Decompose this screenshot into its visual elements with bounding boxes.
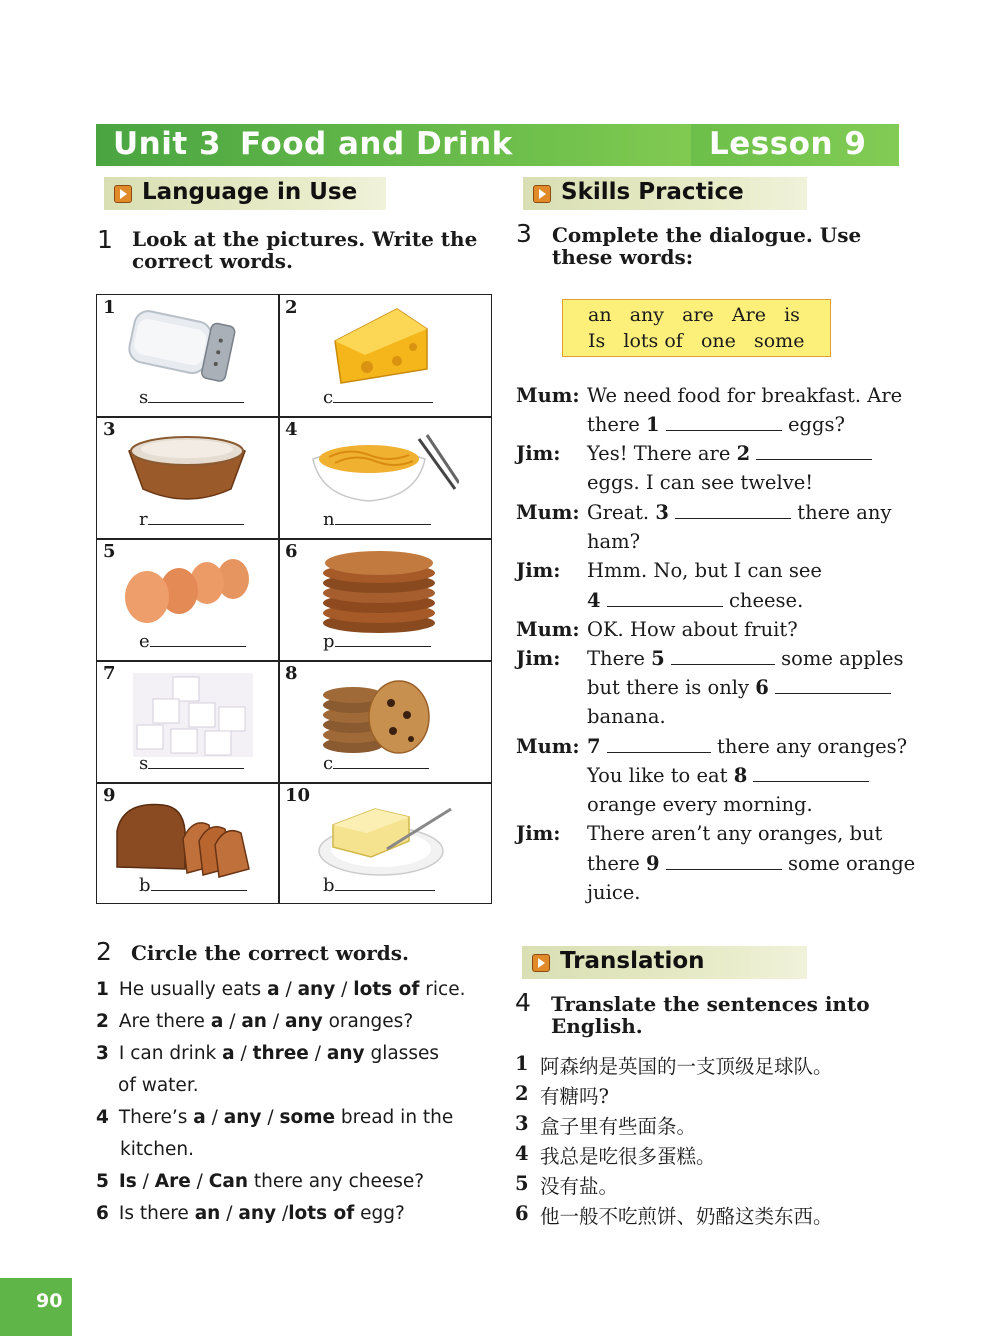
cell-number: 10 (285, 785, 311, 806)
answer-line[interactable] (139, 753, 244, 774)
section-label: Skills Practice (561, 179, 744, 205)
speaker: Mum: (516, 735, 580, 758)
blank-3[interactable] (675, 502, 791, 519)
item-number: 5 (515, 1172, 529, 1195)
play-icon (532, 954, 550, 972)
noodle-bowl-icon (309, 431, 459, 507)
dialogue-line: ham? (587, 530, 641, 553)
ex2-item-cont: kitchen. (120, 1139, 194, 1160)
answer-letter: s (139, 753, 149, 774)
speaker: Jim: (516, 647, 561, 670)
dialogue-line: We need food for breakfast. Are (587, 384, 903, 407)
translation-item: 阿森纳是英国的一支顶级足球队。 (540, 1055, 833, 1078)
answer-line[interactable] (323, 753, 429, 774)
page-number-tab (0, 1278, 72, 1336)
translation-item: 我总是吃很多蛋糕。 (540, 1145, 716, 1168)
grid-cell-7 (97, 661, 278, 782)
dialogue-line: banana. (587, 705, 666, 728)
grid-cell-10 (279, 783, 491, 903)
ex1-instruction (132, 228, 477, 272)
blank-2[interactable] (756, 443, 872, 460)
answer-letter: b (139, 875, 151, 896)
word-box (562, 299, 831, 357)
dialogue-line: there 1 eggs? (587, 413, 845, 436)
translation-item: 他一般不吃煎饼、奶酪这类东西。 (540, 1205, 833, 1228)
dialogue-line: There aren’t any oranges, but (587, 822, 883, 845)
dialogue-line: Hmm. No, but I can see (587, 559, 822, 582)
ex2-item[interactable]: 2 Are there a / an / any oranges? (96, 1011, 414, 1032)
dialogue-line: orange every morning. (587, 793, 813, 816)
speaker: Jim: (516, 559, 561, 582)
ex4-line2: English. (551, 1014, 643, 1038)
item-number: 3 (515, 1112, 529, 1135)
ex3-line1: Complete the dialogue. Use (552, 223, 862, 247)
item-number: 6 (515, 1202, 529, 1225)
answer-line[interactable] (139, 631, 246, 652)
ex2-list (96, 974, 486, 1230)
dialogue-line: juice. (587, 881, 641, 904)
grid-cell-6 (279, 539, 491, 660)
cell-number: 8 (285, 663, 298, 684)
cell-number: 9 (103, 785, 116, 806)
blank-9[interactable] (666, 853, 782, 870)
ex1-line1: Look at the pictures. Write the (132, 227, 478, 251)
answer-line[interactable] (323, 875, 435, 896)
dialogue-line: There 5 some apples (587, 647, 904, 670)
ex2-item[interactable]: 5 Is / Are / Can there any cheese? (96, 1171, 425, 1192)
dialogue-line: 7 there any oranges? (587, 735, 908, 758)
word-box-row2: Is lots of one some (588, 330, 805, 352)
answer-line[interactable] (323, 509, 431, 530)
grid-cell-4 (279, 417, 491, 538)
pancake-stack-icon (319, 549, 439, 635)
rice-bowl-icon (125, 429, 249, 509)
sugar-cubes-icon (133, 673, 253, 757)
blank-4[interactable] (607, 590, 723, 607)
ex2-item[interactable]: 1 He usually eats a / any / lots of rice. (96, 979, 466, 1000)
page-number: 90 (36, 1290, 63, 1312)
dialogue-line: 4 cheese. (587, 589, 804, 612)
answer-letter: n (323, 509, 335, 530)
ex2-item[interactable]: 6 Is there an / any /lots of egg? (96, 1203, 405, 1224)
answer-letter: b (323, 875, 335, 896)
dialogue-line: OK. How about fruit? (587, 618, 798, 641)
blank-7[interactable] (607, 736, 711, 753)
speaker: Mum: (516, 384, 580, 407)
dialogue-line: Great. 3 there any (587, 501, 892, 524)
cell-number: 1 (103, 297, 116, 318)
answer-line[interactable] (323, 631, 431, 652)
speaker: Jim: (516, 442, 561, 465)
ex2-instruction: Circle the correct words. (131, 941, 409, 965)
cell-number: 4 (285, 419, 298, 440)
cell-number: 2 (285, 297, 298, 318)
ex4-line1: Translate the sentences into (551, 992, 870, 1016)
answer-letter: c (323, 753, 334, 774)
unit-title: Food and Drink (240, 126, 513, 162)
ex3-number: 3 (516, 219, 532, 248)
ex3-line2: these words: (552, 245, 694, 269)
translation-item: 没有盐。 (540, 1175, 619, 1198)
speaker: Mum: (516, 618, 580, 641)
dialogue-line: eggs. I can see twelve! (587, 471, 814, 494)
answer-letter: c (323, 387, 334, 408)
cell-number: 7 (103, 663, 116, 684)
answer-letter: e (139, 631, 150, 652)
ex3-instruction (552, 224, 861, 268)
section-language-in-use (104, 177, 386, 210)
cheese-icon (327, 303, 437, 387)
answer-line[interactable] (323, 387, 433, 408)
speaker: Jim: (516, 822, 561, 845)
grid-cell-5 (97, 539, 278, 660)
cell-number: 3 (103, 419, 116, 440)
speaker: Mum: (516, 501, 580, 524)
eggs-icon (117, 559, 257, 629)
ex1-number: 1 (97, 225, 113, 254)
picture-grid (96, 294, 492, 904)
answer-line[interactable] (139, 875, 247, 896)
sliced-bread-icon (113, 797, 263, 881)
blank-8[interactable] (753, 765, 869, 782)
section-skills-practice (523, 177, 807, 210)
dialogue-line: there 9 some orange (587, 852, 916, 875)
ex1-line2: correct words. (132, 249, 293, 273)
blank-6[interactable] (775, 677, 891, 694)
answer-letter: r (139, 509, 148, 530)
salt-shaker-icon (119, 305, 249, 385)
grid-cell-1 (97, 295, 278, 416)
answer-line[interactable] (139, 509, 244, 530)
section-label: Language in Use (142, 179, 358, 205)
cookies-icon (321, 669, 437, 757)
play-icon (533, 185, 551, 203)
item-number: 4 (515, 1142, 529, 1165)
lesson-label: Lesson 9 (709, 126, 867, 162)
cell-number: 5 (103, 541, 116, 562)
ex2-item-cont: of water. (118, 1075, 199, 1096)
grid-cell-2 (279, 295, 491, 416)
answer-line[interactable] (139, 387, 244, 408)
section-label: Translation (560, 948, 705, 974)
butter-plate-icon (317, 795, 457, 879)
blank-5[interactable] (671, 648, 775, 665)
translation-item: 有糖吗? (540, 1085, 609, 1108)
item-number: 2 (515, 1082, 529, 1105)
unit-label: Unit 3 (113, 126, 222, 162)
ex4-number: 4 (515, 988, 531, 1017)
dialogue-line: but there is only 6 (587, 676, 891, 699)
ex2-number: 2 (96, 937, 112, 966)
blank-1[interactable] (666, 414, 782, 431)
word-box-row1: an any are Are is (588, 304, 800, 326)
ex4-instruction (551, 993, 870, 1037)
unit-banner (96, 124, 899, 166)
translation-item: 盒子里有些面条。 (540, 1115, 697, 1138)
answer-letter: s (139, 387, 149, 408)
play-icon (114, 185, 132, 203)
ex2-item[interactable]: 3 I can drink a / three / any glasses (96, 1043, 439, 1064)
grid-cell-9 (97, 783, 278, 903)
grid-cell-8 (279, 661, 491, 782)
section-translation (522, 946, 807, 979)
dialogue-line: You like to eat 8 (587, 764, 869, 787)
ex2-item[interactable]: 4 There’s a / any / some bread in the (96, 1107, 454, 1128)
dialogue-line: Yes! There are 2 (587, 442, 872, 465)
cell-number: 6 (285, 541, 298, 562)
grid-cell-3 (97, 417, 278, 538)
answer-letter: p (323, 631, 335, 652)
item-number: 1 (515, 1052, 529, 1075)
